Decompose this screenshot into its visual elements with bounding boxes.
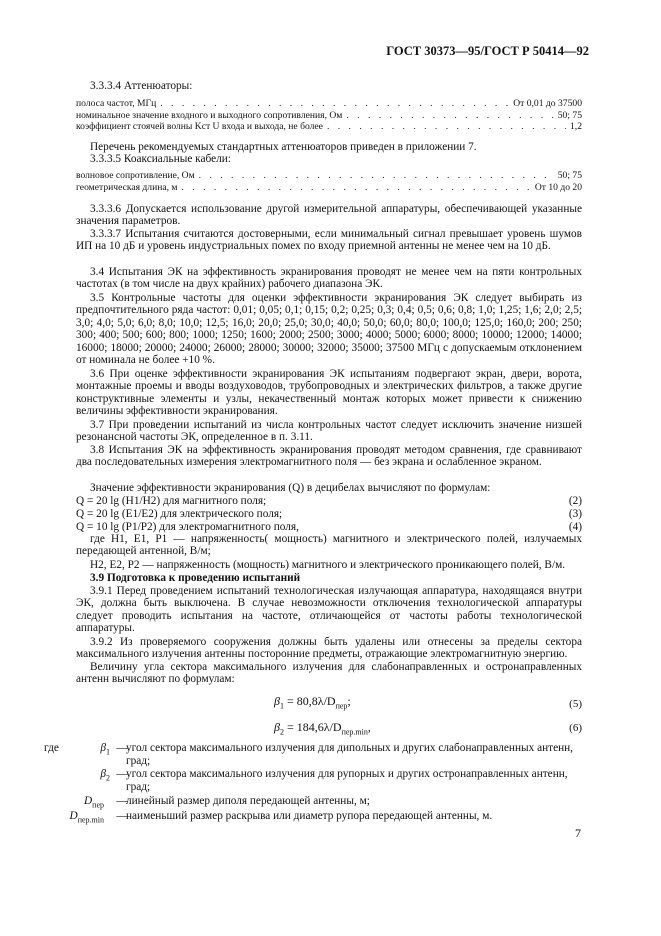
formula-5: $\beta_1 = 80,8\lambda/D_{пер}$; xyxy=(274,694,351,711)
paragraph-38-where: где H1, E1, P1 — напряженность( мощность) магнитного и электрического полей, излучаемых передающей антенной, В/м; xyxy=(76,533,582,558)
paragraph-38-formula-intro: Значение эффективности экранирования (Q) в децибелах вычисляют по формулам: xyxy=(90,482,491,494)
paragraph-391: 3.9.1 Перед проведением испытаний технологическая излучающая аппаратура, находящаяся внутри ЭК, должна быть выключена. В случае невозможности отключения технологической аппаратуры следует проводить испытания на частоте, отличающейся от частоты работы технологической аппаратуры. xyxy=(76,585,582,635)
formula-6: $\beta_2 = 184,6\lambda/D_{пер.min}$, xyxy=(274,720,371,737)
equation-row: Q = 20 lg (E1/E2) для электрического поля; (3) xyxy=(76,508,582,520)
formula-6-number: (6) xyxy=(569,722,582,734)
spec-row: геометрическая длина, м . . . От 10 до 20 xyxy=(76,182,582,194)
cable-specs xyxy=(76,170,582,193)
equation-row: Q = 10 lg (P1/P2) для электромагнитного поля, (4) xyxy=(76,521,582,533)
paragraph-35: 3.5 Контрольные частоты для оценки эффективности экранирования ЭК следует выбирать из предпочтительного ряда частот: 0,01; 0,05; 0,1; 0,15; 0,2; 0,25; 0,3; 0,4; 0,5; 0,6; 0,8; 1,0; 1,25; 1,6; 2,0; 2,5; 3,0; 4,0; 5,0; 6,0; 8,0; 10,0; 12,5; 16,0; 20,0; 25,0; 30,0; 40,0; 50,0; 60,0; 80,0; 100,0; 125,0; 160,0; 200; 250; 300; 400; 500; 600; 800; 1000; 1250; 1600; 2000; 2500; 3000; 4000; 5000; 6000; 8000; 10000; 12000; 14000; 16000; 18000; 20000; 24000; 26000; 28000; 30000; 32000; 35000; 37500 МГц с допускаемым отклонением от номинала не более +10 %. xyxy=(76,292,582,367)
spec-row: коэффициент стоячей волны Kст U входа и выхода, не более . . . 1,2 xyxy=(76,121,582,133)
paragraph-37: 3.7 При проведении испытаний из числа контрольных частот следует исключить значение низшей резонансной частоты ЭК, определенное в п. 3.11. xyxy=(76,419,582,444)
paragraph-3336: 3.3.3.6 Допускается использование другой измерительной аппаратуры, обеспечивающей указанные значения параметров. xyxy=(76,203,582,228)
paragraph-36: 3.6 При оценке эффективности экранирования ЭК испытаниям подвергают экран, двери, ворота, монтажные проемы и вводы воздуховодов, трубопроводных и электрических фильтров, а также другие конструктивные элементы и узлы, некачественный монтаж которых может привести к снижению величины эффективности экранирования. xyxy=(76,368,582,418)
page-header: ГОСТ 30373—95/ГОСТ Р 50414—92 xyxy=(386,44,589,58)
where-label: где xyxy=(44,742,59,754)
section-3335-title: 3.3.3.5 Коаксиальные кабели: xyxy=(90,153,231,165)
attenuator-note: Перечень рекомендуемых стандартных аттенюаторов приведен в приложении 7. xyxy=(90,141,477,153)
paragraph-34: 3.4 Испытания ЭК на эффективность экранирования проводят не менее чем на пяти контрольных частотах (в том числе на двух крайних) рабочего диапазона ЭК. xyxy=(76,266,582,291)
paragraph-38-h2: H2, E2, P2 — напряженность (мощность) магнитного и электрического проникающего полей, В/м. xyxy=(90,559,566,571)
spec-row: волновое сопротивление, Ом . . . 50; 75 xyxy=(76,170,582,182)
section-39-title: 3.9 Подготовка к проведению испытаний xyxy=(90,572,301,584)
paragraph-3337: 3.3.3.7 Испытания считаются достоверными, если минимальный сигнал превышает уровень шумов ИП на 10 дБ и уровень индустриальных помех по входу приемной антенны не менее чем на 10 дБ. xyxy=(76,228,582,253)
page-number: 7 xyxy=(575,826,581,840)
formula-5-number: (5) xyxy=(569,698,582,710)
definition-item: $D_{пер.min}$ — наименьший размер раскрыва или диаметр рупора передающей антенны, м. xyxy=(69,810,493,825)
paragraph-38: 3.8 Испытания ЭК на эффективность экранирования проводят методом сравнения, где сравнивают два последовательных измерения электромагнитного поля — без экрана и ослабленное экраном. xyxy=(76,444,582,469)
definition-item: $\beta_1$ — угол сектора максимального излучения для дипольных и других слабонаправленных антенн, град; xyxy=(100,742,573,767)
definition-item: $D_{пер}$ — линейный размер диполя передающей антенны, м; xyxy=(83,795,370,810)
spec-row: полоса частот, МГц . . . От 0,01 до 37500 xyxy=(76,98,582,110)
equation-row: Q = 20 lg (H1/H2) для магнитного поля; (2) xyxy=(76,495,582,507)
paragraph-392: 3.9.2 Из проверяемого сооружения должны быть удалены или отнесены за пределы сектора максимального излучения антенны посторонние предметы, отражающие электромагнитную энергию. xyxy=(76,636,582,661)
section-3334-title: 3.3.3.4 Аттенюаторы: xyxy=(90,80,193,92)
spec-row: номинальное значение входного и выходного сопротивления, Ом . . . 50; 75 xyxy=(76,110,582,122)
definition-item: $\beta_2$ — угол сектора максимального излучения для рупорных и других остронаправленных антенн, град; xyxy=(100,768,568,793)
attenuator-specs xyxy=(76,98,582,133)
paragraph-392-formula-intro: Величину угла сектора максимального излучения для слабонаправленных и остронаправленных антенн вычисляют по формулам: xyxy=(76,661,582,686)
